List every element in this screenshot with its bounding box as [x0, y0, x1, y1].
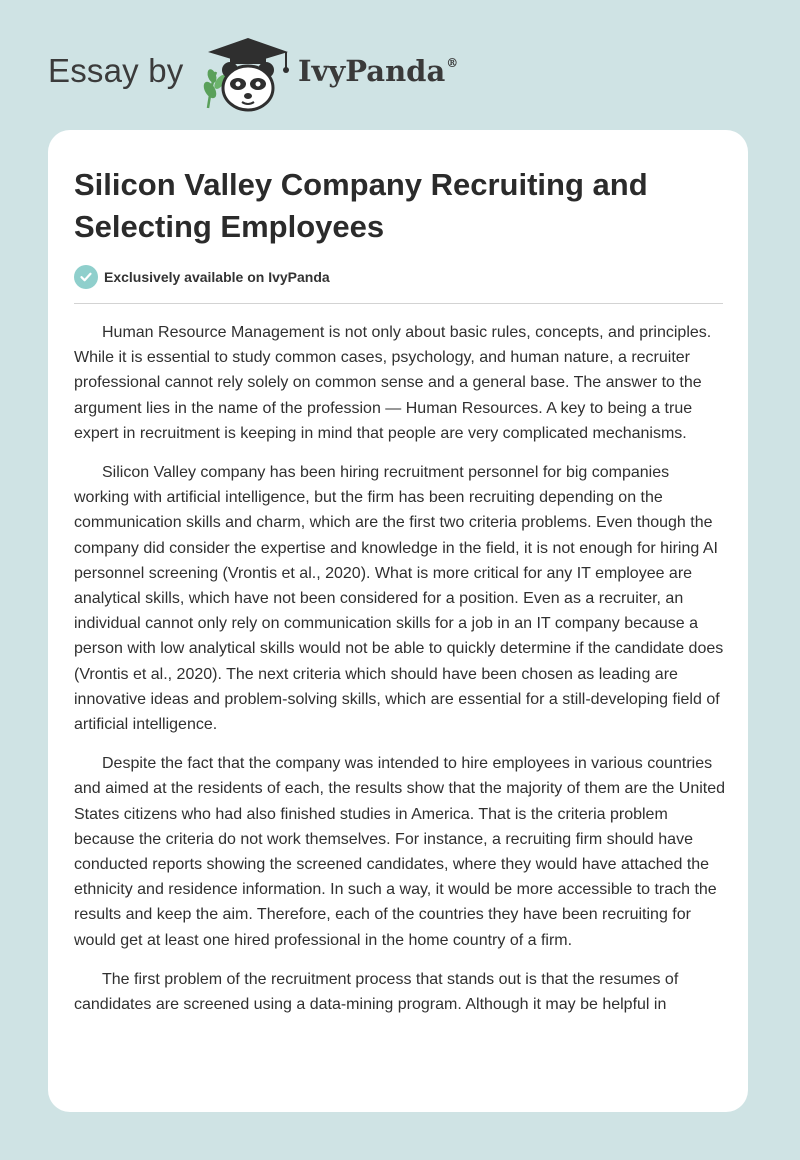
exclusive-badge-label: Exclusively available on IvyPanda	[104, 269, 330, 285]
registered-mark: ®	[446, 56, 459, 70]
site-header	[48, 34, 548, 114]
paragraph: Silicon Valley company has been hiring recruitment personnel for big companies working with artificial intelligence, but the firm has been recruiting depending on the communication skills and charm, which are the first two criteria problems. Even though the company did consider the expertise and knowledge in the field, it is not enough for hiring AI personnel screening (Vrontis et al., 2020). What is more critical for any IT employee are analytical skills, which have not been considered for a position. Even as a recruiter, an individual cannot only rely on communication skills for a job in an IT company because a person with low analytical skills would not be able to quickly determine if the candidate does (Vrontis et al., 2020). The next criteria which should have been chosen as leading are innovative ideas and problem-solving skills, which are essential for a still-developing field of artificial intelligence.	[74, 464, 724, 734]
essay-body	[74, 320, 726, 1031]
panda-graduate-icon[interactable]	[200, 34, 296, 114]
check-circle-icon	[74, 265, 98, 289]
paragraph: Human Resource Management is not only about basic rules, concepts, and principles. While it is essential to study common cases, psychology, and human nature, a recruiter professional cannot rely solely on common sense and a general base. The answer to the argument lies in the name of the profession — Human Resources. A key to being a true expert in recruitment is keeping in mind that people are very complicated mechanisms.	[74, 324, 712, 442]
essay-title: Silicon Valley Company Recruiting and Selecting Employees	[74, 167, 648, 244]
paragraph: The first problem of the recruitment process that stands out is that the resumes of candidates are screened using a data-mining program. Although it may be helpful in	[74, 970, 679, 1014]
essay-card	[48, 130, 748, 1112]
paragraph: Despite the fact that the company was intended to hire employees in various countries and aimed at the residents of each, the results show that the majority of them are the United States citizens who had also finished studies in America. That is the criteria problem because the criteria do not work themselves. For instance, a recruiting firm should have conducted reports showing the screened candidates, where they would have attached the ethnicity and residence information. In such a way, it would be more accessible to trach the results and keep the aim. Therefore, each of the countries they have been recruiting for would get at least one hired professional in the home country of a firm.	[74, 755, 726, 949]
essay-by-label: Essay by	[48, 52, 184, 89]
brand-logo-text[interactable]	[298, 54, 458, 88]
divider	[74, 303, 723, 304]
brand-name: IvyPanda	[298, 54, 446, 88]
exclusive-badge	[74, 264, 330, 290]
